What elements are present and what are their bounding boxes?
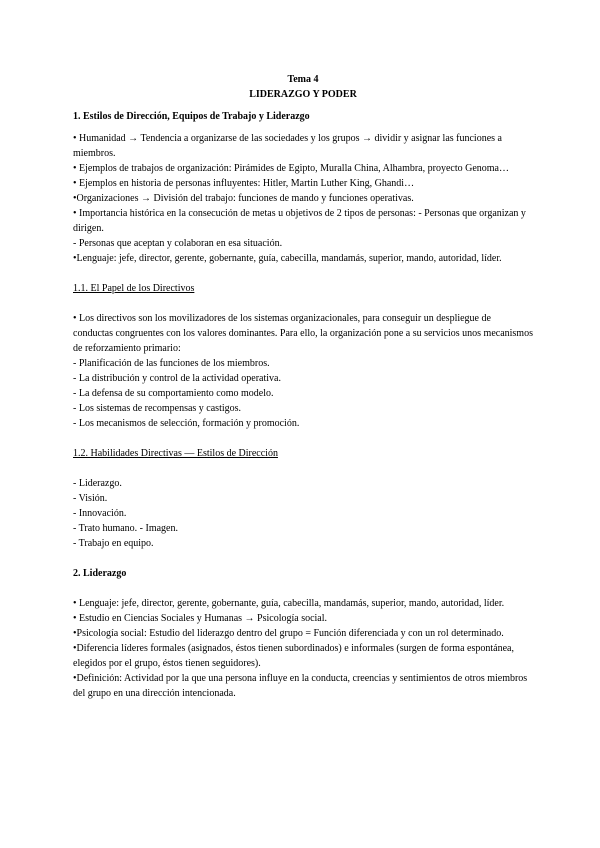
list-item: - Visión. bbox=[73, 493, 108, 504]
list-item: • Importancia histórica en la consecución de metas u objetivos de 2 tipos de personas: - Personas que organizan y dirigen. bbox=[73, 208, 526, 234]
list-item: •Diferencia líderes formales (asignados, éstos tienen subordinados) e informales (surgen de forma espontánea, elegidos por el grupo, éstos tienen seguidores). bbox=[73, 643, 514, 669]
document-title: LIDERAZGO Y PODER bbox=[249, 89, 357, 100]
list-item: - Planificación de las funciones de los miembros. bbox=[73, 358, 270, 369]
section-1-2-list bbox=[73, 476, 533, 551]
list-item: •Psicología social: Estudio del liderazgo dentro del grupo = Función diferenciada y con un rol determinado. bbox=[73, 628, 504, 639]
list-item: - La defensa de su comportamiento como modelo. bbox=[73, 388, 274, 399]
list-item: • Lenguaje: jefe, director, gerente, gobernante, guía, cabecilla, mandamás, superior, mando, autoridad, líder. bbox=[73, 598, 505, 609]
list-item: - Liderazgo. bbox=[73, 478, 122, 489]
section-1-heading: 1. Estilos de Dirección, Equipos de Trabajo y Liderazgo bbox=[73, 111, 310, 122]
section-1-1-heading: 1.1. El Papel de los Directivos bbox=[73, 283, 195, 294]
section-1-1-list bbox=[73, 311, 533, 431]
list-item: • Humanidad → Tendencia a organizarse de las sociedades y los grupos → dividir y asignar las funciones a miembros. bbox=[73, 133, 502, 159]
list-item: - Trabajo en equipo. bbox=[73, 538, 154, 549]
topic-number: Tema 4 bbox=[287, 74, 319, 85]
list-item: • Ejemplos de trabajos de organización: Pirámides de Egipto, Muralla China, Alhambra, proyecto Genoma… bbox=[73, 163, 509, 174]
section-2-heading: 2. Liderazgo bbox=[73, 568, 127, 579]
list-item: • Ejemplos en historia de personas influyentes: Hitler, Martin Luther King, Ghandi… bbox=[73, 178, 415, 189]
list-item: - Personas que aceptan y colaboran en esa situación. bbox=[73, 238, 283, 249]
list-item: •Lenguaje: jefe, director, gerente, gobernante, guía, cabecilla, mandamás, superior, mando, autoridad, líder. bbox=[73, 253, 502, 264]
list-item: - Los mecanismos de selección, formación y promoción. bbox=[73, 418, 300, 429]
section-1-list bbox=[73, 131, 533, 266]
list-item: • Estudio en Ciencias Sociales y Humanas → Psicología social. bbox=[73, 613, 328, 624]
list-item: •Definición: Actividad por la que una persona influye en la conducta, creencias y sentimientos de otros miembros del grupo en una dirección intencionada. bbox=[73, 673, 528, 699]
list-item: - La distribución y control de la actividad operativa. bbox=[73, 373, 281, 384]
list-item: • Los directivos son los movilizadores de los sistemas organizacionales, para conseguir un despliegue de conductas congruentes con los valores dominantes. Para ello, la organización pone a su servicios unos mecanismos de reforzamiento primario: bbox=[73, 313, 533, 354]
list-item: - Trato humano. - Imagen. bbox=[73, 523, 178, 534]
list-item: - Innovación. bbox=[73, 508, 127, 519]
section-2-list bbox=[73, 596, 533, 701]
list-item: - Los sistemas de recompensas y castigos. bbox=[73, 403, 242, 414]
section-1-2-heading: 1.2. Habilidades Directivas — Estilos de Dirección bbox=[73, 448, 278, 459]
document-page bbox=[73, 72, 533, 701]
list-item: •Organizaciones → División del trabajo: funciones de mando y funciones operativas. bbox=[73, 193, 414, 204]
